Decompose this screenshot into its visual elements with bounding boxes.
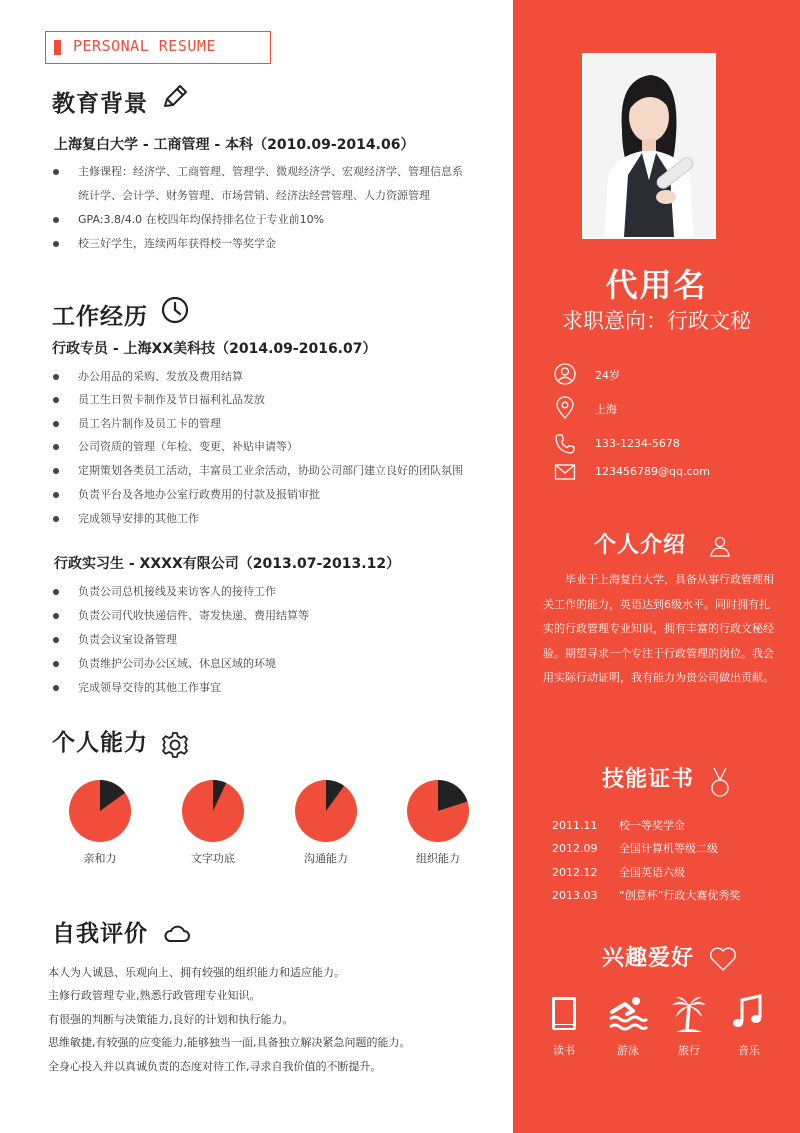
cert-item bbox=[552, 887, 740, 903]
phone-icon bbox=[553, 432, 577, 456]
palm-tree-icon bbox=[664, 992, 714, 1036]
resume-tag-text: PERSONAL RESUME bbox=[73, 37, 216, 55]
hobby-item bbox=[664, 992, 714, 1057]
skill-pie-label: 亲和力 bbox=[83, 852, 117, 865]
skill-pie bbox=[173, 778, 253, 865]
list-item: 员工生日贺卡制作及节日福利礼品发放 bbox=[78, 388, 265, 412]
skill-pie bbox=[60, 778, 140, 865]
medal-icon bbox=[708, 766, 732, 800]
phone-text[interactable]: 133-1234-5678 bbox=[595, 437, 680, 450]
hobby-label: 旅行 bbox=[678, 1044, 700, 1057]
list-item: 统计学、会计学、财务管理、市场营销、经济法经营管理、人力资源管理 bbox=[78, 189, 430, 202]
hobby-item bbox=[603, 992, 653, 1057]
hobby-label: 读书 bbox=[553, 1044, 575, 1057]
age-text: 24岁 bbox=[595, 369, 620, 382]
profile-photo bbox=[582, 53, 716, 239]
intro-text: 毕业于上海复白大学，具备从事行政管理相关工作的能力，英语达到6级水平。同时拥有扎实的行政管理专业知识，拥有丰富的行政文秘经验。期望寻求一个专注于行政管理的岗位。我会用实际行动证明，我有能力为贵公司做出贡献。 bbox=[543, 573, 774, 684]
skill-pie-chart bbox=[173, 778, 253, 844]
gear-icon bbox=[160, 730, 190, 760]
resume-tag bbox=[45, 31, 271, 64]
cert-name: “创意杯”行政大赛优秀奖 bbox=[619, 889, 741, 902]
skill-pie-chart bbox=[286, 778, 366, 844]
self-eval-line: 有很强的判断与决策能力,良好的计划和执行能力。 bbox=[48, 1013, 294, 1026]
list-item: 负责平台及各地办公室行政费用的付款及报销审批 bbox=[78, 483, 320, 507]
mail-icon bbox=[553, 460, 577, 484]
self-eval-title: 自我评价 bbox=[52, 921, 148, 947]
list-item: 负责公司代收快递信件、寄发快递、费用结算等 bbox=[78, 604, 309, 628]
self-eval-line: 主修行政管理专业,熟悉行政管理专业知识。 bbox=[48, 989, 261, 1002]
location-pin-icon bbox=[553, 396, 577, 420]
list-item: 定期策划各类员工活动，丰富员工业余活动，协助公司部门建立良好的团队氛围 bbox=[78, 459, 463, 483]
person-name: 代用名 bbox=[605, 266, 708, 304]
user-icon bbox=[708, 534, 732, 558]
cert-item bbox=[552, 840, 718, 856]
list-item: 负责公司总机接线及来访客人的接待工作 bbox=[78, 580, 276, 604]
hobby-label: 游泳 bbox=[617, 1044, 639, 1057]
book-icon bbox=[539, 992, 589, 1036]
hobby-item bbox=[539, 992, 589, 1057]
hobbies-title: 兴趣爱好 bbox=[602, 946, 695, 971]
skill-pie bbox=[286, 778, 366, 865]
city-text: 上海 bbox=[595, 403, 617, 416]
cert-item bbox=[552, 864, 685, 880]
info-email bbox=[553, 460, 773, 484]
music-icon bbox=[724, 992, 774, 1036]
pencil-icon bbox=[160, 82, 190, 112]
degree-line: 上海复白大学 - 工商管理 - 本科（2010.09-2014.06） bbox=[54, 137, 415, 153]
list-item: 公司资质的管理（年检、变更、补贴申请等） bbox=[78, 435, 298, 459]
list-item: 办公用品的采购、发放及费用结算 bbox=[78, 365, 243, 389]
skill-pie-label: 文字功底 bbox=[191, 852, 235, 865]
job-title: 行政专员 - 上海XX美科技（2014.09-2016.07） bbox=[52, 341, 377, 357]
list-item: 员工名片制作及员工卡的管理 bbox=[78, 412, 221, 436]
skill-pie bbox=[398, 778, 478, 865]
skill-pie-label: 沟通能力 bbox=[304, 852, 348, 865]
cert-name: 全国计算机等级二级 bbox=[619, 842, 718, 855]
work-title: 工作经历 bbox=[52, 304, 148, 330]
clock-icon bbox=[160, 295, 190, 325]
hobby-item bbox=[724, 992, 774, 1057]
skill-pie-chart bbox=[60, 778, 140, 844]
list-item: 完成领导交待的其他工作事宜 bbox=[78, 676, 221, 700]
heart-icon bbox=[708, 944, 738, 974]
info-phone bbox=[553, 432, 773, 456]
person-circle-icon bbox=[553, 362, 577, 386]
skills-title: 个人能力 bbox=[52, 730, 148, 756]
education-title: 教育背景 bbox=[52, 91, 148, 117]
email-text[interactable]: 123456789@qq.com bbox=[595, 465, 710, 478]
cert-date: 2013.03 bbox=[552, 889, 598, 902]
tag-bar bbox=[54, 40, 61, 55]
list-item: 完成领导安排的其他工作 bbox=[78, 507, 199, 531]
job-title: 行政实习生 - XXXX有限公司（2013.07-2013.12） bbox=[54, 556, 401, 572]
self-eval-line: 全身心投入并以真诚负责的态度对待工作,寻求自我价值的不断提升。 bbox=[48, 1060, 382, 1073]
info-city bbox=[553, 396, 773, 420]
cert-date: 2012.09 bbox=[552, 842, 598, 855]
self-eval-line: 思维敏捷,有较强的应变能力,能够独当一面,具备独立解决紧急问题的能力。 bbox=[48, 1036, 411, 1049]
list-item: 负责维护公司办公区域、休息区域的环境 bbox=[78, 652, 276, 676]
info-age bbox=[553, 362, 773, 386]
list-item: 主修课程：经济学、工商管理、管理学、微观经济学、宏观经济学、管理信息系 bbox=[78, 160, 463, 184]
cert-name: 校一等奖学金 bbox=[619, 819, 685, 832]
intro-title: 个人介绍 bbox=[594, 533, 687, 558]
job-intent: 求职意向：行政文秘 bbox=[562, 309, 751, 333]
cert-item bbox=[552, 817, 685, 833]
portrait-illustration bbox=[584, 55, 714, 237]
hobby-label: 音乐 bbox=[738, 1044, 760, 1057]
list-item: 校三好学生，连续两年获得校一等奖学金 bbox=[78, 232, 276, 256]
list-item: GPA:3.8/4.0 在校四年均保持排名位于专业前10% bbox=[78, 208, 324, 232]
cert-name: 全国英语六级 bbox=[619, 866, 685, 879]
certs-title: 技能证书 bbox=[602, 767, 695, 792]
cloud-icon bbox=[162, 922, 192, 946]
cert-date: 2011.11 bbox=[552, 819, 598, 832]
self-eval-line: 本人为人诚恳、乐观向上、拥有较强的组织能力和适应能力。 bbox=[48, 966, 345, 979]
cert-date: 2012.12 bbox=[552, 866, 598, 879]
list-item: 负责会议室设备管理 bbox=[78, 628, 177, 652]
swim-icon bbox=[603, 992, 653, 1036]
skill-pie-chart bbox=[398, 778, 478, 844]
skill-pie-label: 组织能力 bbox=[416, 852, 460, 865]
